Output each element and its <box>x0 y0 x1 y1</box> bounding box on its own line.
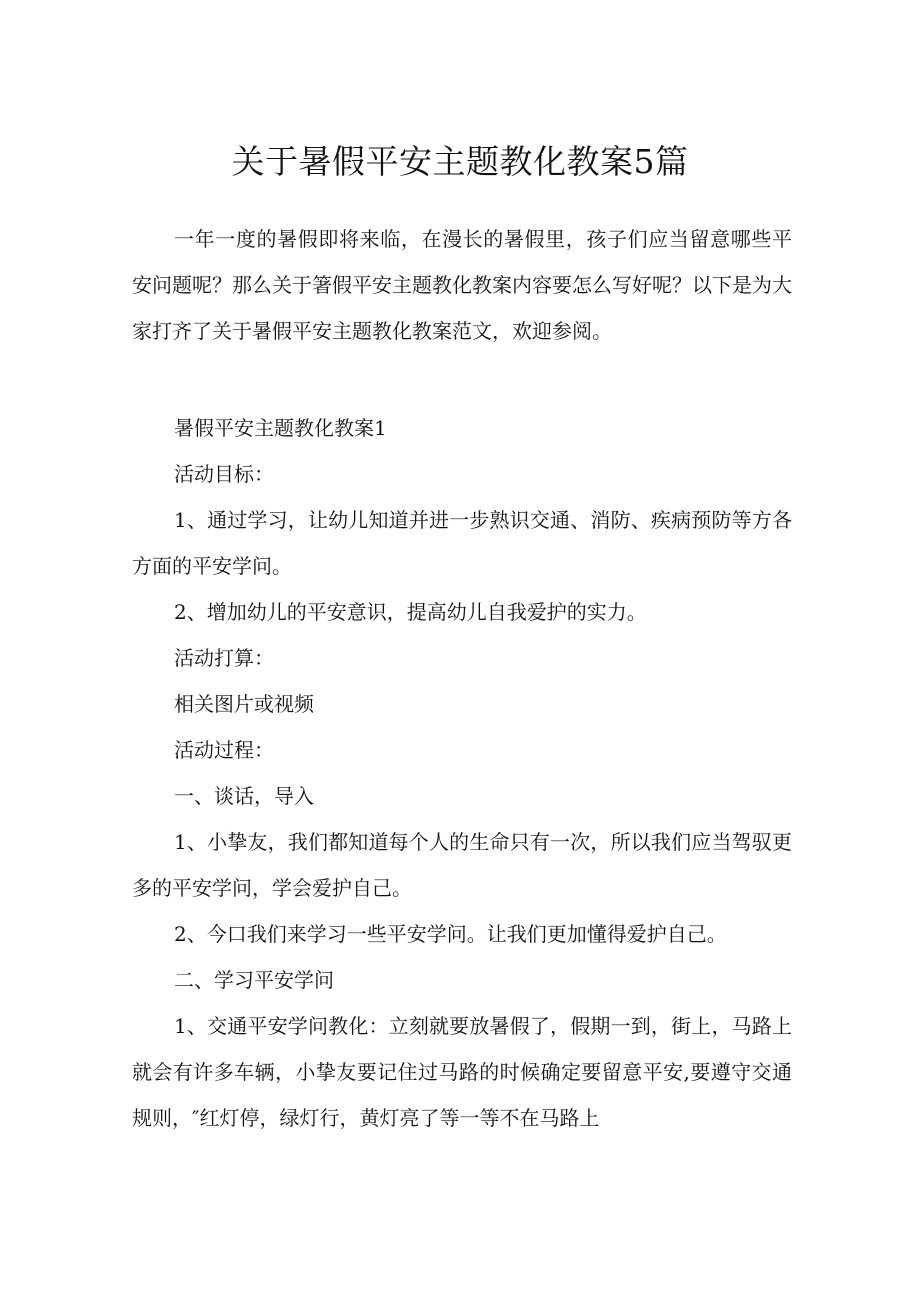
lesson-plan-content <box>132 405 792 1141</box>
document-title: 关于暑假平安主题教化教案5篇 <box>231 142 689 181</box>
goal-item: 2、增加幼儿的平安意识，提高幼儿自我爱护的实力。 <box>174 600 647 624</box>
process-step-heading: 二、学习平安学问 <box>174 968 334 992</box>
activity-preparation-label: 活动打算： <box>174 646 274 670</box>
process-step-heading: 一、谈话，导入 <box>174 784 314 808</box>
intro-paragraph: 一年一度的暑假即将来临，在漫长的暑假里，孩子们应当留意哪些平安问题呢？那么关于箸假平安主题教化教案内容要怎么写好呢？以下是为大家打齐了关于暑假平安主题教化教案范文，欢迎参阅。 <box>132 227 792 343</box>
goal-item: 1、通过学习，让幼儿知道并进一步熟识交通、消防、疾病预防等方各方面的平安学问。 <box>132 508 792 578</box>
process-item: 1、小挚友，我们都知道每个人的生命只有一次，所以我们应当驾驭更多的平安学问，学会爱护自己。 <box>132 830 792 900</box>
activity-process-label: 活动过程： <box>174 738 274 762</box>
process-item: 2、今口我们来学习一些平安学问。让我们更加懂得爱护自己。 <box>174 922 727 946</box>
process-item: 1、交通平安学问教化：立刻就要放暑假了，假期一到，街上，马路上就会有许多车辆，小挚友要记住过马路的时候确定要留意平安,要遵守交通规则，″红灯停，绿灯行，黄灯亮了等一等不在马路上 <box>132 1014 792 1130</box>
section-heading: 暑假平安主题教化教案1 <box>174 416 387 440</box>
intro-section <box>132 216 792 354</box>
preparation-item: 相关图片或视频 <box>174 692 314 716</box>
activity-goals-label: 活动目标： <box>174 462 274 486</box>
